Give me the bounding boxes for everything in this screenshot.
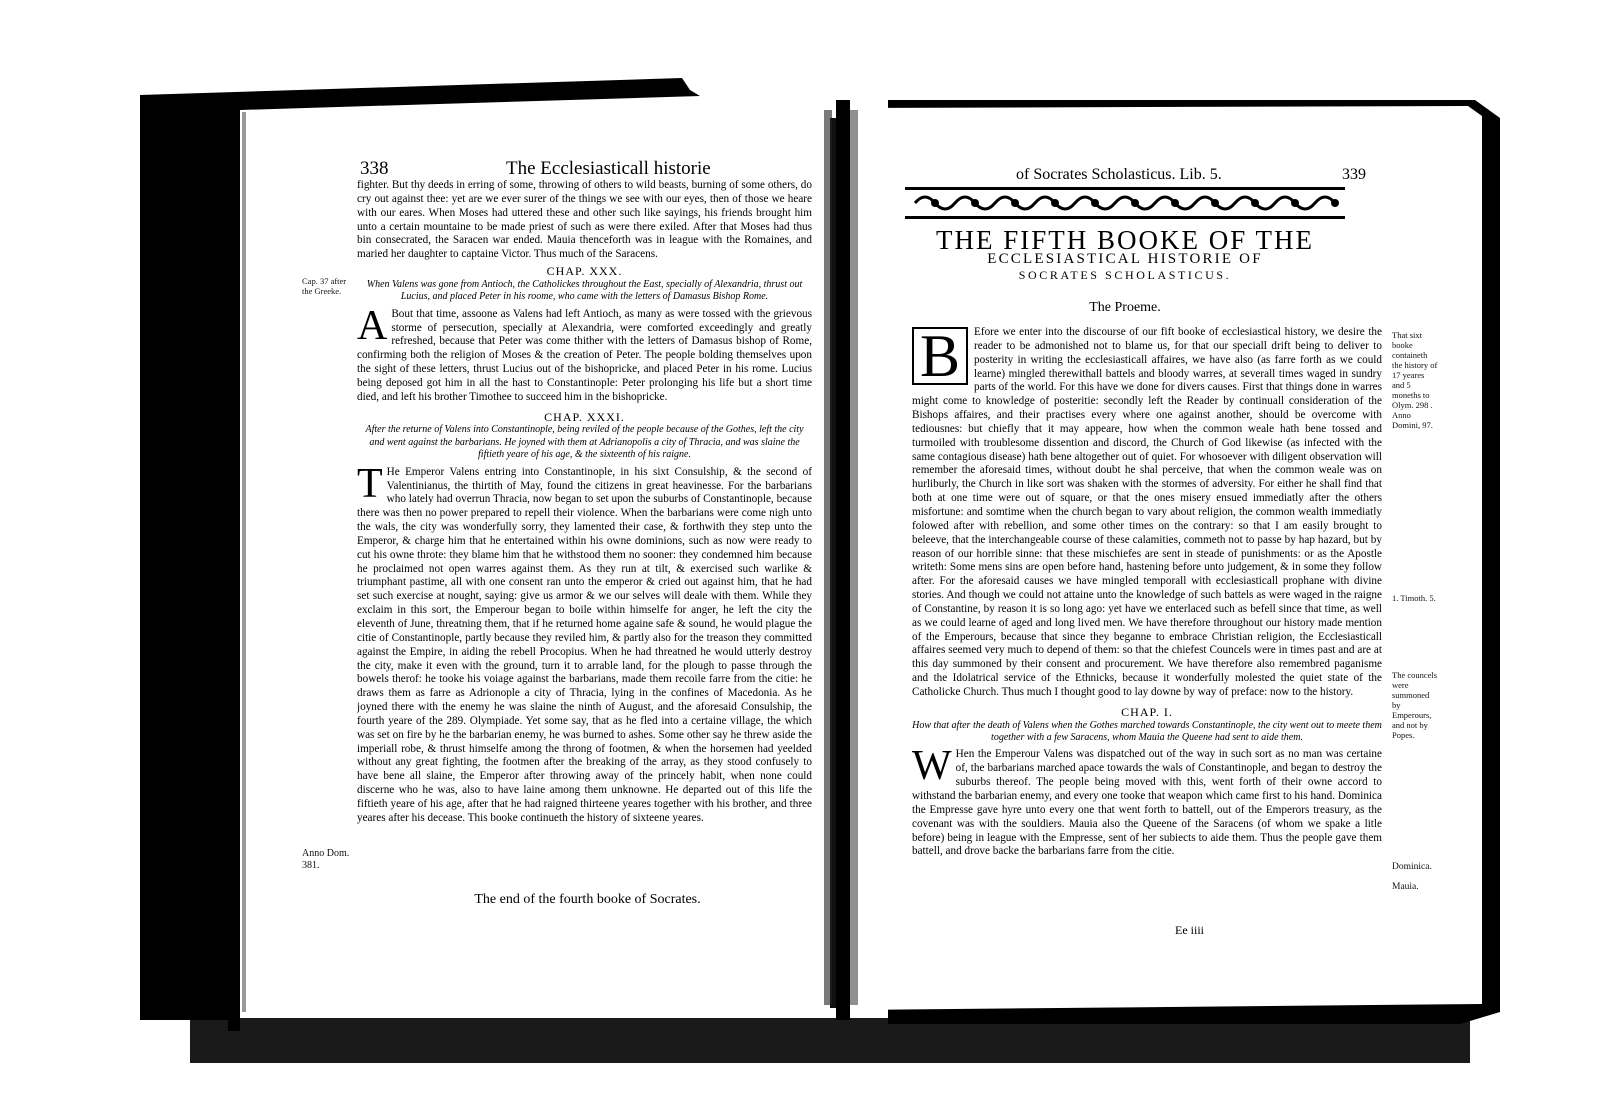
spine (836, 100, 850, 1020)
book-subtitle: ECCLESIASTICAL HISTORIE OF (987, 251, 1263, 267)
chapter-30-heading: CHAP. XXX. (546, 264, 623, 279)
proeme-body: Efore we enter into the discourse of our fift booke of ecclesiastical history, we desire the reader to be admonished not to blame us, for that our speciall drift being to deliver to posterity in writing the ecclesiasticall affaires, we have also (as farre forth as we could learne) mingled therewithall battels and bloody warres, at severall times waged in sundry parts of the world. For this have we done for divers causes. First that things done in warres might come to knowledge of posteritie: secondly left the Reader by continuall consideration of the Bishops affaires, and their practises every where one against another, should be overcome with tediousnes: but chiefly that it may appeare, how when the common weale hath bene tossed and turmoiled with troublesome dissention and discord, the Church of God likewise (as infected with the same contagious disease) hath bene altogether out of quiet. For whosoever with diligent observation will remember the aforesaid times, without doubt he shal perceive, that when the common weale was on hurliburly, the Church in like sort was shaken with the stormes of adversity. For either he shall find that both at one time were out of square, or that the ones misery ensued immediatly after the others misfortune: and somtime when the church began to vary about religion, the common wealth immediatly folowed after with rebellion, and some other times on the contrary: so that I am easily brought to beleeve, that the interchangeable course of these calamities, commeth not to passe by hap hazard, but by reason of our horrible sinne: that these mischiefes are sent in steade of punishments: or as the Apostle writeth: Some mens sins are open before hand, hastening before unto judgement, & in some they follow after. For the aforesaid causes we have mingled temporall with ecclesiasticall prophane with divine stories. And though we could not attaine unto the knowledge of such battels as were waged in the raigne of Constantine, by reason it is so long ago: yet have we enterlaced such as befell since that time, as well as we could learne of aged and long lived men. We have therefore throughout our history made mention of the Emperours, because that since they beganne to embrace Christian religion, the Ecclesiasticall affaires seemed very much to depend of them: so that the chiefest Councels were in times past and are at this day summoned by their consent and procurement. We have therefore also remembred paganisme and the Idolatrical service of the Ethnicks, because it wonderfully molested the quiet state of the Catholicke Church. Thus much I thought good to lay downe by way of preface: now to the history. (912, 326, 1382, 698)
bottom-shadow (190, 1018, 1470, 1063)
chapter-31-heading: CHAP. XXXI. (544, 409, 625, 424)
chapter-31-body: He Emperor Valens entring into Constantinople, in his sixt Consulship, & the second of Valentinianus, the thirtith of May, found the citizens in great heavinesse. For the barbarians who lately had overrun Thracia, now began to set upon the suburbs of Constantinople, because there was then no power prepared to repell their violence. When the barbarians were come nigh unto the wals, the city was wonderfully sorry, they lamented their case, & forthwith they step unto the Emperor, & charge him that he entertained within his owne dominions, such as now were ready to cut his owne throte: they blame him that he withstood them no sooner: they condemned him because he proclaimed not open warres against them. As they run at tilt, & exercised such warlike & triumphant pastime, all with one consent ran unto the emperor & cried out against him, that he had set such exercise at nought, saying: give us armor & we our selves will deale with them. While they exclaim in this sort, the Emperour began to boile within himselfe for anger, he left the city the eleventh of June, threatning them, that if he returned home againe safe & sound, he would plague the citie of Constantinople, partly because they reviled him, & partly also for the treason they committed against the Empire, in aiding the rebell Procopius. When he had threatned he would utterly destroy the city, make it even with the ground, turn it to arrable land, for the plough to passe through the bowels therof: he tooke his voiage against the barbarians, made them recoile farre from the citie: he draws them as farre as Adrionople a city of Thracia, lying in the confines of Macedonia. As he joyned there with the enemy he was slaine the ninth of August, and the aforesaid Consulship, the fourth yeare of the 289. Olympiade. Yet some say, that as he fled into a certaine village, the which was set on fire by he the barbarian enemy, he was burned to ashes. Some other say he threw aside the imperiall robe, & thrust himselfe among the throng of footmen, & when the horsemen had yeelded without any great fighting, the footmen after the breaking of the array, as they stood confusely to have bene all slaine, the Emperor after throwing away of the princely habit, when none could discerne who he was, also to have laine among them unknowne. He departed out of this life the fiftieth yeare of his age, after that he had raigned thirteene yeares together with his brother, and three yeares after his decease. This booke continueth the history of sixteene yeares. (357, 465, 812, 824)
page-number-right: 339 (1342, 166, 1366, 183)
chapter-1-text (912, 743, 1382, 859)
left-page-body (357, 179, 812, 889)
paragraph-top: fighter. But thy deeds in erring of some, throwing of others to wild beasts, burning of some others, do cry out against thee: yet are we ever surer of the things we see with our eyes, then of those we heare with our eares. When Moses had uttered these and other such like sayings, his friends brought him unto a certain mountaine to be made priest of such as were there exiled. After that Moses had thus bin consecrated, the Saracen war ended. Mauia thenceforth was in league with the Romaines, and maried her daughter to captaine Victor. Thus much of the Saracens. (357, 179, 812, 261)
margin-note-councels: The councels were summoned by Emperours, and not by Popes. (1392, 670, 1438, 740)
running-title-left: The Ecclesiasticall historie (506, 158, 711, 179)
running-title-right: of Socrates Scholasticus. Lib. 5. (1016, 166, 1222, 183)
headpiece-ornament (905, 183, 1345, 223)
margin-note-proeme: That sixt booke containeth the history of 17 yeares and 5 moneths to Olym. 298 . Anno Domini, 97. (1392, 330, 1438, 430)
margin-note-dominica: Dominica. (1392, 862, 1432, 872)
margin-note-anno-dom: Anno Dom. 381. (302, 848, 350, 871)
chapter-30-summary: When Valens was gone from Antioch, the Catholickes throughout the East, specially of Alexandria, thrust out Lucius, and placed Peter in his roome, who came with the letters of Damasus Bishop Rome. (366, 278, 803, 303)
chapter-1-body: Hen the Emperour Valens was dispatched out of the way in such sort as no man was certaine of, the barbarians marched apace towards the wals of Constantinople, and began to destroy the suburbs thereof. The people being moved with this, went forth of their owne accord to withstand the barbarian enemy, and every one tooke that weapon which came first to his hand. Dominica the Empresse gave hyre unto every one that went forth to battell, out of the Emperors treasury, as the covenant was with the souldiers. Mauia also the Queene of the Saracens (of whom we spake a litle before) being in league with the Empresse, sent of her subiects to aide them. Thus the people gave them battell, and drove backe the barbarians farre from the citie. (912, 748, 1382, 858)
drop-cap-w: W (912, 743, 952, 790)
chapter-30-text (357, 302, 812, 405)
margin-note-mauia: Mauia. (1392, 882, 1419, 892)
proeme-heading: The Proeme. (1089, 300, 1161, 315)
right-page-body (912, 326, 1382, 924)
left-page-footer: The end of the fourth booke of Socrates. (474, 892, 701, 907)
chapter-30-body: Bout that time, assoone as Valens had left Antioch, as many as were tossed with the grievous storme of persecution, specially at Alexandria, were comforted exceedingly and greatly refreshed, because that Peter was come thither with the letters of Damasus bishop of Rome, confirming both the religion of Moses & the creation of Peter. The people bolding themselves upon the sight of these letters, thrust Lucius out of the bishopricke, and placed Peter in his rome. Lucius being deposed got him in all the hast to Constantinople: Peter prolonging his life but a short time died, and left his brother Timothee to succeed him in the bishopricke. (357, 307, 812, 403)
chapter-1-heading: CHAP. I. (1121, 704, 1173, 719)
page-number-left: 338 (360, 158, 389, 179)
chapter-31-text (357, 460, 812, 826)
signature-mark: Ee iiii (1175, 923, 1204, 937)
drop-cap-t: T (357, 460, 383, 507)
chapter-31-summary: After the returne of Valens into Constantinople, being reviled of the people because of the Gothes, left the city and went against the barbarians. He joyned with them at Adrianopolis a city of Thracia, and was slaine the fiftieth yeare of his age, & the sixteenth of his raigne. (365, 424, 804, 461)
book-title: THE FIFTH BOOKE OF THE (935, 225, 1314, 255)
chapter-1-summary: How that after the death of Valens when the Gothes marched towards Constantinople, the city went out to meete them together with a few Saracens, whom Mauia the Queene had sent to aide them. (912, 719, 1382, 744)
drop-cap-b: B (912, 327, 968, 385)
margin-note-timoth: 1. Timoth. 5. (1392, 593, 1436, 603)
book-subtitle-author: SOCRATES SCHOLASTICUS. (1018, 268, 1232, 282)
drop-cap-a: A (357, 302, 388, 349)
proeme-text (912, 326, 1382, 700)
margin-note-cap-37: Cap. 37 after the Greeke. (302, 276, 347, 296)
